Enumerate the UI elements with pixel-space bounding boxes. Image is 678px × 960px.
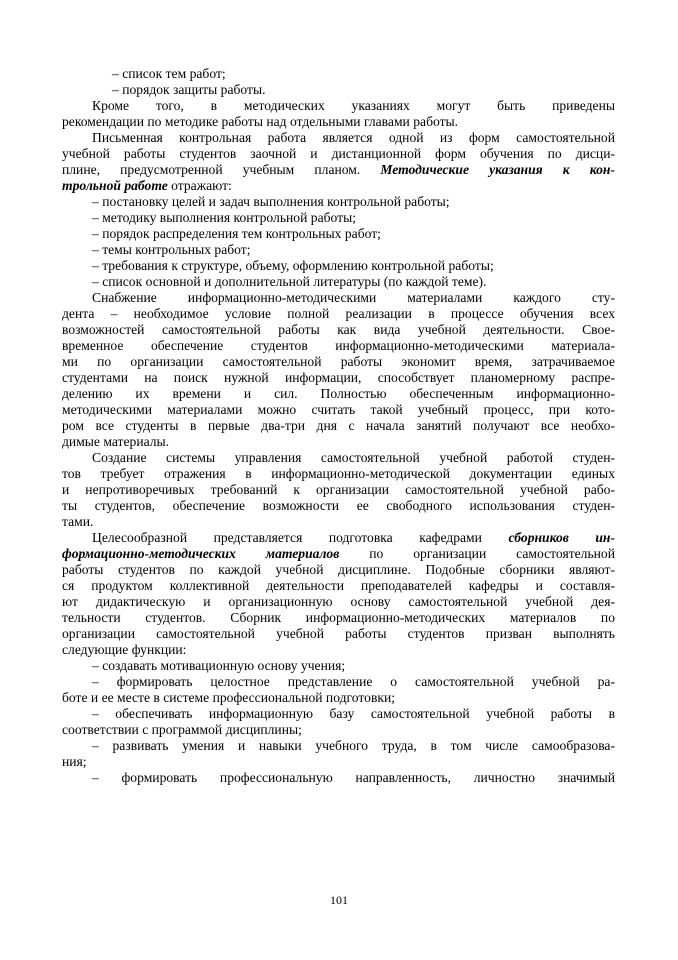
text-line: боте и ее месте в системе профессиональной подготовки; bbox=[62, 690, 396, 705]
text-line: учебной работы студентов заочной и дистанционной форм обучения по дисци- bbox=[62, 146, 615, 161]
list-item: – формировать профессиональную направленность, личностно значимый bbox=[92, 770, 615, 785]
text-line: тов требует отражения в информационно-методической документации единых bbox=[62, 466, 615, 481]
text-line: ся продуктом коллективной деятельности преподавателей кафедры и составля- bbox=[62, 578, 615, 593]
text-line: формационно-методических материалов по организации самостоятельной bbox=[62, 546, 616, 561]
list-item: – требования к структуре, объему, оформлению контрольной работы; bbox=[92, 258, 494, 273]
list-item: – темы контрольных работ; bbox=[92, 242, 251, 257]
list-item: – формировать целостное представление о самостоятельной учебной ра- bbox=[92, 674, 615, 689]
text-line: и непротиворечивых требований к организации самостоятельной учебной рабо- bbox=[62, 482, 615, 497]
text-line: организации самостоятельной учебной работы студентов призван выполнять bbox=[62, 626, 615, 641]
list-item: – методику выполнения контрольной работы; bbox=[92, 210, 356, 225]
text-line: следующие функции: bbox=[62, 642, 187, 657]
text-line: Создание системы управления самостоятельной учебной работой студен- bbox=[92, 450, 615, 465]
list-item: – список основной и дополнительной литературы (по каждой теме). bbox=[92, 274, 487, 289]
text-line: работы студентов по каждой учебной дисциплине. Подобные сборники являют- bbox=[62, 562, 615, 577]
text-line: методическими материалами можно считать такой учебный процесс, при кото- bbox=[62, 402, 615, 417]
text-line: Кроме того, в методических указаниях могут быть приведены bbox=[92, 98, 615, 113]
text-line: Письменная контрольная работа является одной из форм самостоятельной bbox=[92, 130, 615, 145]
page-number: 101 bbox=[330, 893, 348, 907]
text-line: ют дидактическую и организационную основу самостоятельной учебной дея- bbox=[62, 594, 615, 609]
text-line: – список тем работ; bbox=[112, 66, 226, 81]
text-line: дента – необходимое условие полной реализации в процессе обучения всех bbox=[62, 306, 615, 321]
text-line: Снабжение информационно-методическими материалами каждого сту- bbox=[92, 290, 615, 305]
list-item: – развивать умения и навыки учебного труда, в том числе самообразова- bbox=[92, 738, 615, 753]
text-line: тельности студентов. Сборник информационно-методических материалов по bbox=[62, 610, 615, 625]
text-line: ния; bbox=[62, 754, 87, 769]
text-line: Целесообразной представляется подготовка кафедрами сборников ин- bbox=[92, 530, 615, 545]
list-item: – обеспечивать информационную базу самостоятельной учебной работы в bbox=[92, 706, 615, 721]
text-line: плине, предусмотренной учебным планом. Методические указания к кон- bbox=[62, 162, 615, 177]
text-line: временное обеспечение студентов информационно-методическими материала- bbox=[62, 338, 615, 353]
text-line: соответствии с программой дисциплины; bbox=[62, 722, 302, 737]
emphasis-text: Методические указания к кон- bbox=[380, 162, 615, 177]
text-line: студентами на поиск нужной информации, способствует планомерному распре- bbox=[62, 370, 615, 385]
text-line: рекомендации по методике работы над отдельными главами работы. bbox=[62, 114, 459, 129]
text-line: трольной работе отражают: bbox=[62, 178, 232, 193]
text-line: ром все студенты в первые два-три дня с начала занятий получают все необхо- bbox=[62, 418, 615, 433]
emphasis-text: трольной работе bbox=[62, 178, 168, 193]
text-line: тами. bbox=[62, 514, 94, 529]
text-line: возможностей самостоятельной работы как вида учебной деятельности. Свое- bbox=[62, 322, 615, 337]
emphasis-text: формационно-методических материалов bbox=[62, 546, 340, 561]
text-line: – порядок защиты работы. bbox=[112, 82, 266, 97]
emphasis-text: сборников ин- bbox=[508, 530, 615, 545]
list-item: – постановку целей и задач выполнения контрольной работы; bbox=[92, 194, 450, 209]
text-line: делению их времени и сил. Полностью обеспеченным информационно- bbox=[62, 386, 615, 401]
list-item: – создавать мотивационную основу учения; bbox=[92, 658, 346, 673]
text-line: ты студентов, обеспечение возможности ее свободного использования студен- bbox=[62, 498, 615, 513]
list-item: – порядок распределения тем контрольных работ; bbox=[92, 226, 381, 241]
text-line: димые материалы. bbox=[62, 434, 170, 449]
text-line: ми по организации самостоятельной работы экономит время, затрачиваемое bbox=[62, 354, 615, 369]
